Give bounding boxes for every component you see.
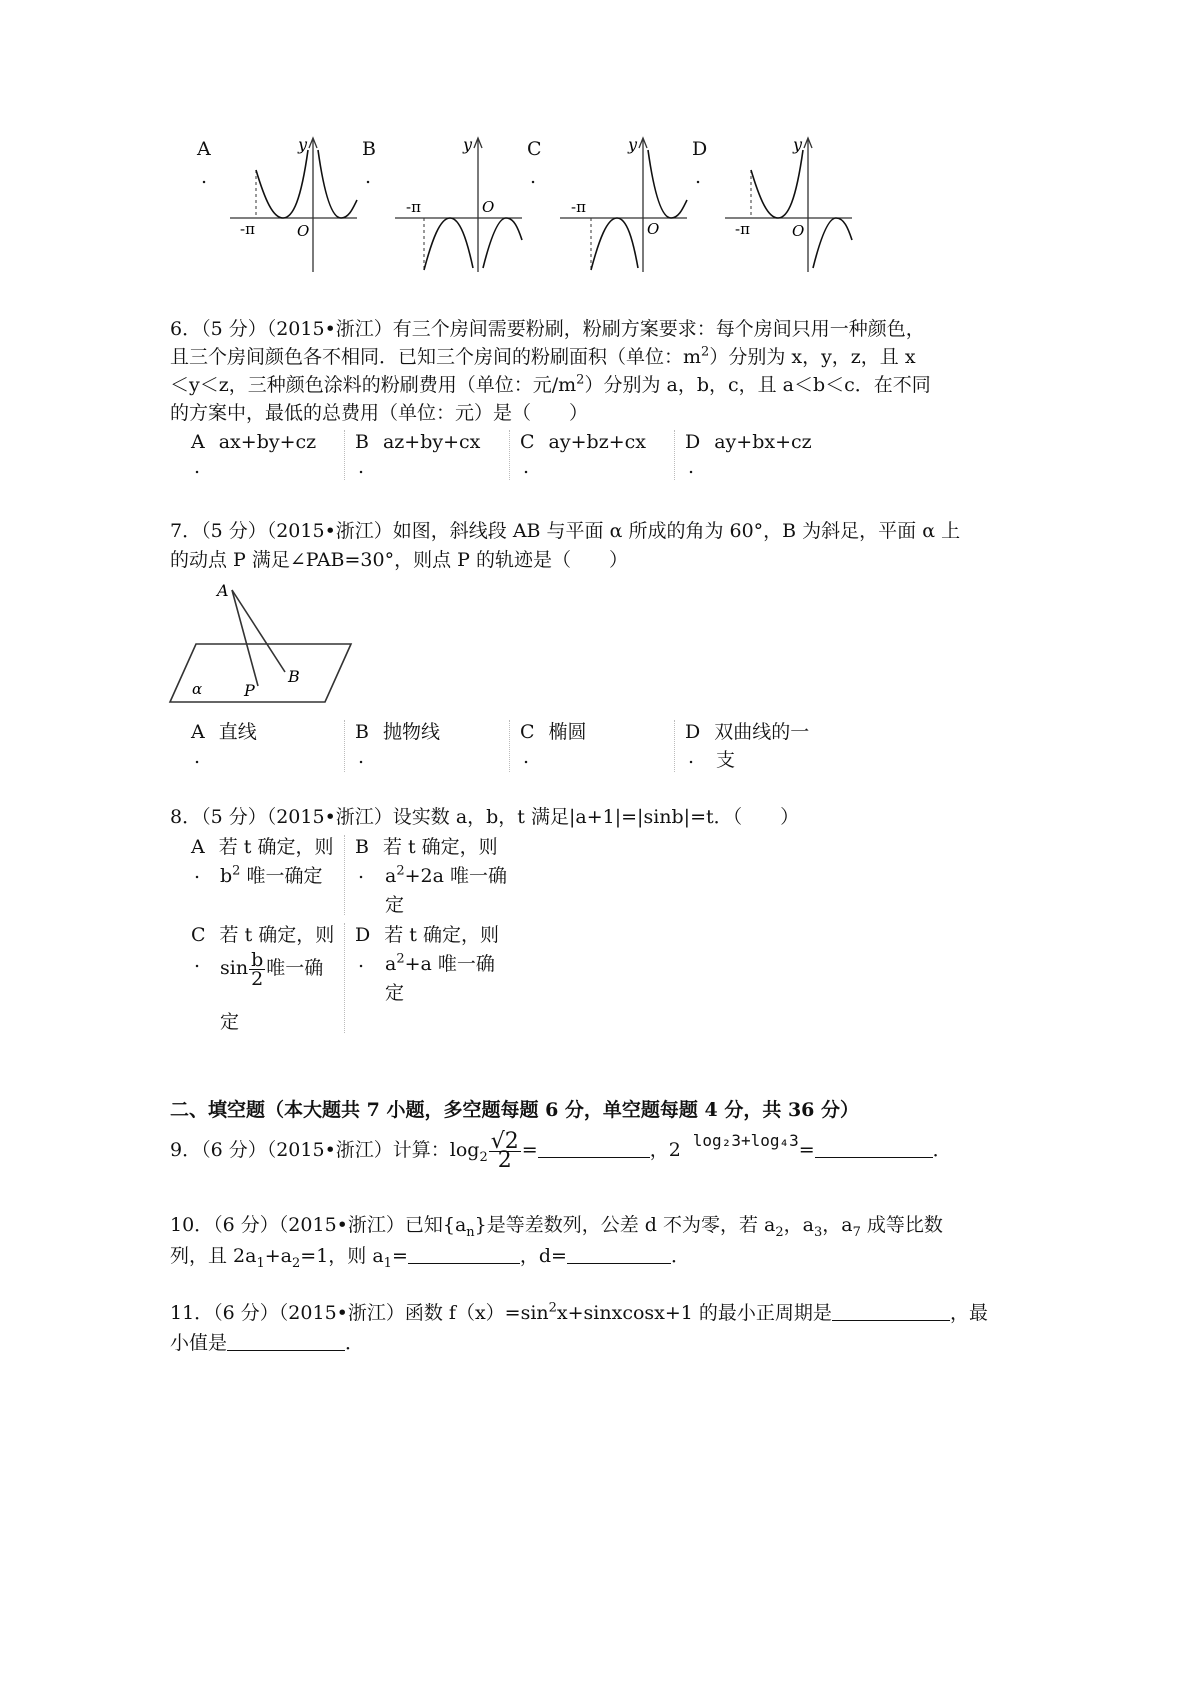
option-b-dot: . xyxy=(365,166,372,188)
q11-sup: 2 xyxy=(548,1300,557,1316)
q10-sub-7: 7 xyxy=(852,1224,861,1240)
q7-option-b xyxy=(355,716,440,748)
option-c-letter: C xyxy=(527,138,542,160)
q6-line-3-text: ＜y＜z，三种颜色涂料的粉刷费用（单位：元/m xyxy=(170,374,577,396)
option-a-letter: A xyxy=(197,138,211,160)
graph-d-negpi-label: -π xyxy=(735,220,750,238)
q10-line-2-mid: =1，则 a xyxy=(300,1245,384,1267)
q10-line-2-comma: ，d= xyxy=(519,1245,567,1267)
q8-option-d xyxy=(355,919,499,951)
q11-line-2-end: ． xyxy=(345,1332,365,1354)
q10-line-2-eq: = xyxy=(391,1245,408,1267)
q7-option-a-text: 直线 xyxy=(218,721,257,743)
q7-option-a-dot: . xyxy=(194,746,201,768)
q8-option-b-line-3: 定 xyxy=(385,894,405,916)
q6-option-c-letter: C xyxy=(520,431,535,453)
q7-option-a-letter: A xyxy=(191,721,205,743)
q6-option-c xyxy=(520,426,646,458)
q8-option-b-dot: . xyxy=(358,861,365,883)
q7-option-d xyxy=(685,716,809,748)
q6-separator-1 xyxy=(344,430,345,480)
option-c-dot: . xyxy=(530,166,537,188)
q7-separator-1 xyxy=(344,720,345,772)
q8-separator-ab xyxy=(344,835,345,915)
q9-equals-2: = xyxy=(798,1139,815,1161)
q8-option-c-line-2 xyxy=(220,950,323,988)
q9-log-base: 2 xyxy=(479,1149,488,1165)
q8-option-a-letter: A xyxy=(191,836,205,858)
q6-option-b-text: az+by+cx xyxy=(382,431,481,453)
graph-a xyxy=(225,130,365,275)
q6-option-d xyxy=(685,426,812,458)
q7-label-b: B xyxy=(288,667,300,686)
q6-option-b-letter: B xyxy=(355,431,369,453)
q10-line-1 xyxy=(170,1209,943,1241)
q8-separator-cd xyxy=(344,923,345,1033)
q9-fraction xyxy=(489,1128,521,1173)
q6-line-3-end: ）分别为 a，b，c，且 a＜b＜c．在不同 xyxy=(584,374,931,396)
q10-mid: }是等差数列，公差 d 不为零，若 a xyxy=(474,1214,776,1236)
q7-option-b-dot: . xyxy=(358,746,365,768)
option-d-dot: . xyxy=(695,166,702,188)
q10-sub-3: 3 xyxy=(813,1224,823,1240)
q9-blank-2[interactable] xyxy=(815,1135,933,1158)
q10-sub-2: 2 xyxy=(775,1224,784,1240)
q8-option-c-den: 2 xyxy=(251,967,264,990)
q8-option-b-a: a xyxy=(385,865,397,887)
q7-option-c xyxy=(520,716,587,748)
q6-line-2-sup: 2 xyxy=(701,344,710,360)
q8-option-d-line-1: 若 t 确定，则 xyxy=(384,924,499,946)
q10-line-2-prefix: 列，且 2a xyxy=(170,1245,257,1267)
q6-line-4: 的方案中，最低的总费用（单位：元）是（ ） xyxy=(170,402,589,424)
q8-option-d-a: a xyxy=(385,953,397,975)
q10-line-2-plus: +a xyxy=(264,1245,292,1267)
q8-option-c-dot: . xyxy=(194,950,201,972)
q7-option-c-text: 椭圆 xyxy=(548,721,587,743)
graph-c-negpi-label: -π xyxy=(571,198,586,216)
graph-d-origin-label: O xyxy=(792,222,805,240)
q7-figure xyxy=(168,580,358,710)
q8-stem: 8．（5 分）（2015•浙江）设实数 a，b，t 满足|a+1|=|sinb|=t．（ ） xyxy=(170,806,800,828)
q8-option-a-sup: 2 xyxy=(232,863,241,879)
option-d-letter: D xyxy=(692,138,708,160)
option-a-dot: . xyxy=(201,166,208,188)
q11-line-2 xyxy=(170,1327,364,1359)
q8-option-c-post: 唯一确 xyxy=(266,957,324,979)
q8-option-c-letter: C xyxy=(191,924,206,946)
q8-option-a-dot: . xyxy=(194,861,201,883)
q6-option-d-dot: . xyxy=(688,456,695,478)
q10-line-2 xyxy=(170,1240,690,1272)
q7-option-c-letter: C xyxy=(520,721,535,743)
graph-d-y-label: y xyxy=(793,135,803,154)
graph-a-origin-label: O xyxy=(297,222,310,240)
q9-end: ． xyxy=(932,1139,952,1161)
q7-option-b-letter: B xyxy=(355,721,369,743)
q6-option-a-letter: A xyxy=(191,431,205,453)
q10-sep-2: ，a xyxy=(822,1214,853,1236)
q11-mid: x+sinxcosx+1 的最小正周期是 xyxy=(556,1302,832,1324)
q8-option-b-letter: B xyxy=(355,836,369,858)
q8-option-c-sin: sin xyxy=(220,957,249,979)
q6-line-2-end: ）分别为 x，y，z，且 x xyxy=(709,346,916,368)
graph-b-y-label: y xyxy=(463,135,473,154)
q11-line-2-prefix: 小值是 xyxy=(170,1332,228,1354)
q6-option-c-dot: . xyxy=(523,456,530,478)
q7-separator-3 xyxy=(674,720,675,772)
q8-option-c-line-1: 若 t 确定，则 xyxy=(219,924,335,946)
q8-option-a-post: 唯一确定 xyxy=(240,865,323,887)
q6-line-2-text: 且三个房间颜色各不相同．已知三个房间的粉刷面积（单位：m xyxy=(170,346,702,368)
q6-option-d-letter: D xyxy=(685,431,701,453)
option-b-letter: B xyxy=(362,138,376,160)
graph-d xyxy=(720,130,860,275)
q8-option-d-dot: . xyxy=(358,950,365,972)
q8-option-d-line-3: 定 xyxy=(385,982,405,1004)
graph-b xyxy=(390,130,530,275)
q10-line-2-sub-2: 2 xyxy=(292,1255,301,1271)
q7-label-p: P xyxy=(244,681,255,700)
graph-a-negpi-label: -π xyxy=(240,220,255,238)
q6-option-a xyxy=(191,426,316,458)
q9-prefix: 9．（6 分）（2015•浙江）计算：log xyxy=(170,1139,480,1161)
q8-option-c-num: b xyxy=(251,948,264,971)
q8-option-a-line-2 xyxy=(220,860,323,892)
graph-c-origin-label: O xyxy=(647,220,660,238)
q10-blank-d[interactable] xyxy=(567,1241,671,1264)
q7-option-a xyxy=(191,716,257,748)
q8-option-d-letter: D xyxy=(355,924,371,946)
graph-c xyxy=(555,130,695,275)
q10-line-2-sub-1: 1 xyxy=(256,1255,265,1271)
q9-fraction-num: √2 xyxy=(490,1128,519,1154)
q6-option-a-text: ax+by+cz xyxy=(218,431,317,453)
graph-b-negpi-label: -π xyxy=(406,198,421,216)
q8-option-a-line-1: 若 t 确定，则 xyxy=(218,836,334,858)
q8-option-b-post: +2a 唯一确 xyxy=(404,865,507,887)
q6-line-1: 6．（5 分）（2015•浙江）有三个房间需要粉刷，粉刷方案要求：每个房间只用一种颜色， xyxy=(170,318,925,340)
graph-c-y-label: y xyxy=(628,135,638,154)
q7-line-1: 7．（5 分）（2015•浙江）如图，斜线段 AB 与平面 α 所成的角为 60°，B 为斜足，平面 α 上 xyxy=(170,520,961,542)
q10-line-1-end: 成等比数 xyxy=(860,1214,943,1236)
q9-equals: = xyxy=(521,1139,538,1161)
q10-line-2-sub-3: 1 xyxy=(383,1255,392,1271)
section-2-title: 二、填空题（本大题共 7 小题，多空题每题 6 分，单空题每题 4 分，共 36 分） xyxy=(170,1099,860,1121)
q7-label-a: A xyxy=(217,581,229,600)
q8-option-c-fraction xyxy=(249,948,265,990)
question-9 xyxy=(170,1128,952,1172)
q10-sep-1: ，a xyxy=(783,1214,814,1236)
q6-line-3-sup: 2 xyxy=(576,372,585,388)
q7-option-d-text: 双曲线的一 xyxy=(714,721,810,743)
q7-option-d-text-2: 支 xyxy=(716,749,736,771)
q6-option-c-text: ay+bz+cx xyxy=(548,431,646,453)
q8-option-b-line-1: 若 t 确定，则 xyxy=(382,836,498,858)
q8-option-c xyxy=(191,919,334,951)
graph-b-origin-label: O xyxy=(482,198,495,216)
q8-option-a xyxy=(191,831,333,863)
q8-option-d-line-2 xyxy=(385,948,495,980)
q7-option-d-letter: D xyxy=(685,721,701,743)
q6-option-d-text: ay+bx+cz xyxy=(714,431,812,453)
q11-blank-min[interactable] xyxy=(227,1328,345,1351)
q6-separator-3 xyxy=(674,430,675,480)
q11-blank-period[interactable] xyxy=(832,1298,950,1321)
q9-blank-1[interactable] xyxy=(538,1135,650,1158)
q8-option-b xyxy=(355,831,498,863)
q8-option-a-b: b xyxy=(220,865,233,887)
q8-option-d-sup: 2 xyxy=(396,951,405,967)
q10-blank-a1[interactable] xyxy=(408,1241,520,1264)
q9-exponent: log₂3+log₄3 xyxy=(692,1131,799,1150)
q10-sub-n: n xyxy=(466,1224,475,1240)
q10-line-2-end: ． xyxy=(670,1245,690,1267)
q6-option-b xyxy=(355,426,480,458)
graph-a-y-label: y xyxy=(298,135,308,154)
q11-prefix: 11．（6 分）（2015•浙江）函数 f（x）=sin xyxy=(170,1302,549,1324)
q11-line-1 xyxy=(170,1297,988,1329)
q8-option-b-sup: 2 xyxy=(396,863,405,879)
q6-separator-2 xyxy=(509,430,510,480)
q8-option-b-line-2 xyxy=(385,860,507,892)
q8-option-c-line-3: 定 xyxy=(220,1011,240,1033)
q6-option-b-dot: . xyxy=(358,456,365,478)
q9-fraction-den: 2 xyxy=(497,1147,512,1173)
q7-option-c-dot: . xyxy=(523,746,530,768)
q7-line-2: 的动点 P 满足∠PAB=30°，则点 P 的轨迹是（ ） xyxy=(170,549,628,571)
q7-option-d-dot: . xyxy=(688,746,695,768)
q8-option-d-post: +a 唯一确 xyxy=(404,953,495,975)
q11-line-1-end: ，最 xyxy=(949,1302,988,1324)
q7-separator-2 xyxy=(509,720,510,772)
q10-prefix: 10．（6 分）（2015•浙江）已知{a xyxy=(170,1214,467,1236)
q6-option-a-dot: . xyxy=(194,456,201,478)
q9-mid: ，2 xyxy=(649,1139,681,1161)
q7-option-b-text: 抛物线 xyxy=(382,721,440,743)
q7-label-alpha: α xyxy=(192,680,203,698)
